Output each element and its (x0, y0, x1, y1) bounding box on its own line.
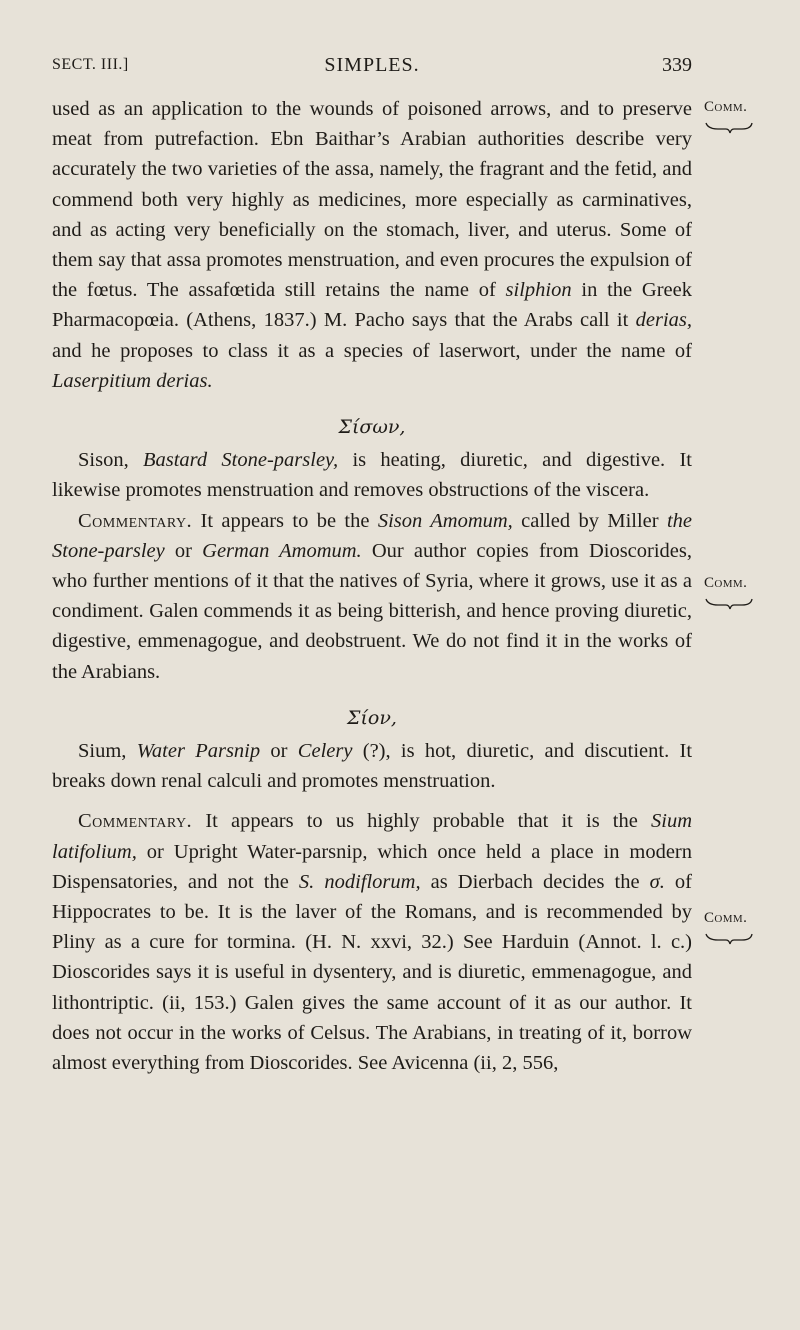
section-label: SECT. III.] (52, 56, 129, 73)
brace-icon (704, 597, 754, 611)
entry-heading-sium: Σίον, (347, 706, 397, 729)
paragraph-assa-continued: used as an application to the wounds of poisoned arrows, and to preserve meat from putrefaction. Ebn Baithar’s Arabian authorities describe very accurately the two varieties of the assa, namely, the fragrant and the fetid, and commend both very highly as medicines, more especially as carminatives, and as acting very beneficially on the stomach, liver, and uterus. Some of them say that assa promotes menstruation, and even procures the expulsion of the fœtus. The assafœtida still retains the name of silphion in the Greek Pharmacopœia. (Athens, 1837.) M. Pacho says that the Arabs call it derias, and he proposes to class it as a species of laserwort, under the name of Laserpitium derias. (52, 98, 692, 392)
commentary-sison: Commentary. It appears to be the Sison Amomum, called by Miller the Stone-parsley or German Amomum. Our author copies from Dioscorides, who further mentions of it that the natives of Syria, where it grows, use it as a condiment. Galen commends it as being bitterish, and hence proving diuretic, digestive, emmenagogue, and deobstruent. We do not find it in the works of the Arabians. (52, 509, 693, 683)
page-title: SIMPLES. (324, 54, 420, 76)
margin-note-comm: Comm. (704, 99, 748, 115)
brace-icon (704, 932, 754, 946)
page-number: 339 (662, 54, 692, 76)
page-body (52, 94, 692, 1078)
brace-icon (704, 121, 754, 135)
running-header (52, 52, 692, 82)
margin-note-comm: Comm. (704, 575, 748, 591)
commentary-sium: Commentary. It appears to us highly probable that it is the Sium latifolium, or Upright Water-parsnip, which once held a place in modern Dispensatories, and not the S. nodiflorum, as Dierbach decides the σ. of Hippocrates to be. It is the laver of the Romans, and is recommended by Pliny as a cure for tormina. (H. N. xxvi, 32.) See Harduin (Annot. l. c.) Dioscorides says it is useful in dysentery, and is diuretic, emmenagogue, and lithontriptic. (ii, 153.) Galen gives the same account of it as our author. It does not occur in the works of Celsus. The Arabians, in treating of it, borrow almost everything from Dioscorides. See Avicenna (ii, 2, 556, (52, 810, 692, 1075)
entry-heading-sison: Σίσων, (338, 416, 406, 439)
paragraph-sison: Sison, Bastard Stone-parsley, is heating, diuretic, and digestive. It likewise promotes menstruation and removes obstructions of the viscera. (52, 449, 692, 502)
margin-note-comm: Comm. (704, 910, 748, 926)
paragraph-sium: Sium, Water Parsnip or Celery (?), is hot, diuretic, and discutient. It breaks down renal calculi and promotes menstruation. (52, 740, 693, 793)
